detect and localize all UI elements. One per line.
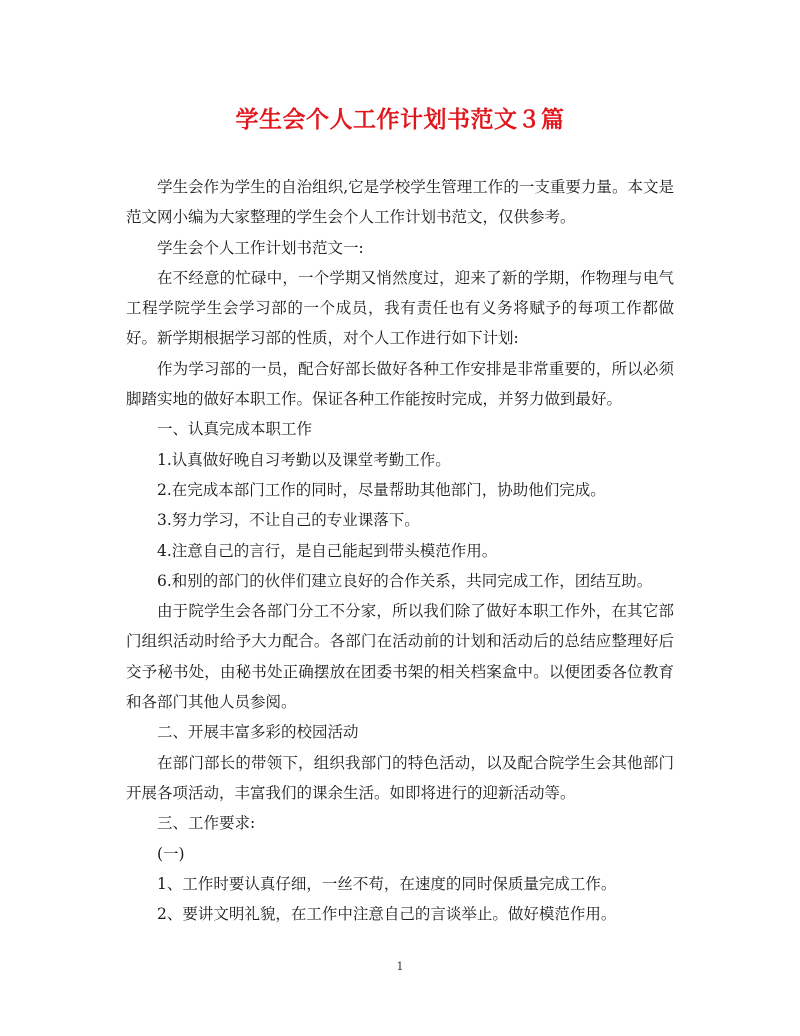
section-heading: 三、工作要求: xyxy=(157,814,256,833)
list-item: 4.注意自己的言行，是自己能起到带头模范作用。 xyxy=(157,541,498,560)
subsection-heading: (一) xyxy=(157,844,185,863)
section-heading: 一、认真完成本职工作 xyxy=(157,420,313,439)
list-item: 6.和别的部门的伙伴们建立良好的合作关系，共同完成工作，团结互助。 xyxy=(157,571,653,590)
list-item: 3.努力学习，不让自己的专业课落下。 xyxy=(157,511,420,530)
list-item: 2、要讲文明礼貌，在工作中注意自己的言谈举止。做好模范作用。 xyxy=(157,905,617,924)
paragraph: 由于院学生会各部门分工不分家，所以我们除了做好本职工作外，在其它部门组织活动时给予大力配合。各部门在活动前的计划和活动后的总结应整理好后交予秘书处，由秘书处正确摆放在团委书架的相关档案盒中。以便团委各位教育和各部门其他人员参阅。 xyxy=(126,602,674,712)
page-number: 1 xyxy=(396,960,404,973)
paragraph: 学生会作为学生的自治组织,它是学校学生管理工作的一支重要力量。本文是范文网小编为大家整理的学生会个人工作计划书范文，仅供参考。 xyxy=(126,178,674,227)
paragraph: 在部门部长的带领下，组织我部门的特色活动，以及配合院学生会其他部门开展各项活动，丰富我们的课余生活。如即将进行的迎新活动等。 xyxy=(126,753,674,802)
list-item: 1、工作时要认真仔细，一丝不苟，在速度的同时保质量完成工作。 xyxy=(157,874,617,893)
document-title: 学生会个人工作计划书范文３篇 xyxy=(235,106,565,133)
paragraph: 作为学习部的一员，配合好部长做好各种工作安排是非常重要的，所以必须脚踏实地的做好本职工作。保证各种工作能按时完成，并努力做到最好。 xyxy=(126,359,674,409)
list-item: 1.认真做好晚自习考勤以及课堂考勤工作。 xyxy=(157,450,451,469)
list-item: 2.在完成本部门工作的同时，尽量帮助其他部门，协助他们完成。 xyxy=(157,480,606,499)
paragraph: 学生会个人工作计划书范文一: xyxy=(157,238,364,257)
paragraph: 在不经意的忙碌中，一个学期又悄然度过，迎来了新的学期，作物理与电气工程学院学生会学习部的一个成员，我有责任也有义务将赋予的每项工作都做好。新学期根据学习部的性质，对个人工作进行如下计划: xyxy=(126,268,674,348)
section-heading: 二、开展丰富多彩的校园活动 xyxy=(157,723,359,742)
document-body xyxy=(126,172,674,929)
